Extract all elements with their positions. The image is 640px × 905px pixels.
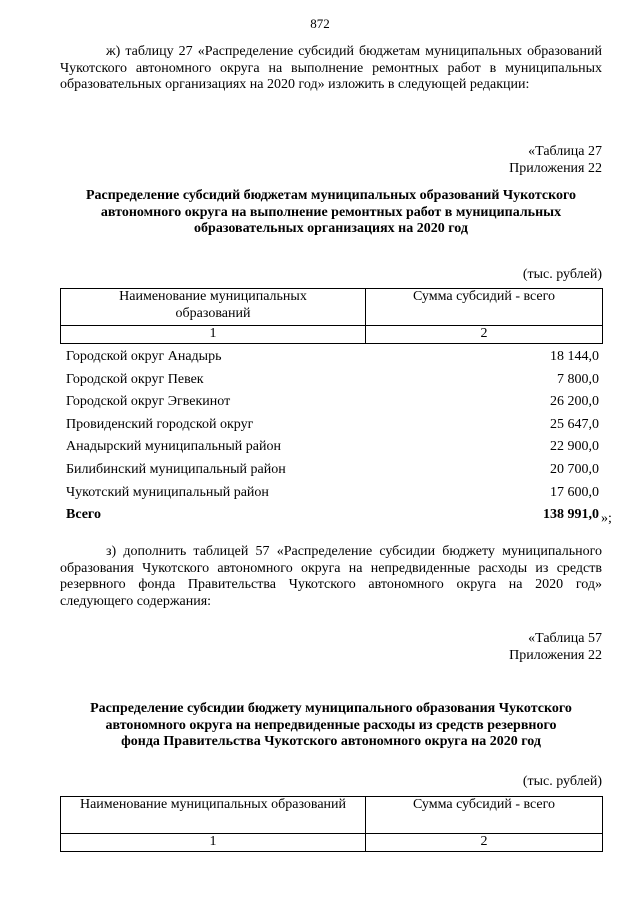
table57-reference [509,631,602,664]
row-name: Чукотский муниципальный район [66,484,269,500]
table-row [66,369,599,392]
amendment-paragraph-z: з) дополнить таблицей 57 «Распределение субсидии бюджету муниципального образования Чукотского автономного округа на непредвиденные расходы из средств резервного фонда Правительства Чукотского автономного округа на 2020 год» следующего содержания: [60,544,602,609]
table-row [66,414,599,437]
table27-body [66,346,599,527]
table57-units: (тыс. рублей) [522,774,602,789]
row-value: 20 700,0 [550,461,599,477]
table27-heading-line2: автономного округа на выполнение ремонтных работ в муниципальных [100,204,562,220]
table27-header [60,288,603,344]
page-number: 872 [310,16,330,31]
table27-col2-number: 2 [366,326,603,344]
total-label: Всего [66,507,101,523]
table57-ref-line1: «Таблица 57 [528,631,602,646]
table57-heading-line1: Распределение субсидии бюджету муниципального образования Чукотского [90,701,572,716]
table27-col2-header: Сумма субсидий - всего [366,289,603,326]
table57-header [60,796,603,852]
table57-heading-line2: автономного округа на непредвиденные расходы из средств резервного [105,717,557,733]
table27-col1-header [61,289,366,326]
table57-ref-line2: Приложения 22 [509,647,602,663]
table27-heading-line3: образовательных организациях на 2020 год [194,221,468,236]
row-value: 22 900,0 [550,439,599,455]
row-name: Билибинский муниципальный район [66,461,286,477]
table27-heading-line1: Распределение субсидий бюджетам муниципальных образований Чукотского [85,188,577,203]
table27-heading [60,188,602,238]
row-value: 7 800,0 [557,371,599,387]
table57-col1-header: Наименование муниципальных образований [61,797,366,834]
row-name: Городской округ Певек [66,371,204,387]
table27-reference [509,144,602,177]
table-row [66,391,599,414]
total-row [66,504,599,527]
table27-units: (тыс. рублей) [522,267,602,282]
row-name: Городской округ Анадырь [66,349,222,364]
row-value: 17 600,0 [550,484,599,500]
table57-col2-number: 2 [366,834,603,852]
table57-col2-header: Сумма субсидий - всего [366,797,603,834]
table27-ref-line2: Приложения 22 [509,160,602,176]
table-row [66,436,599,459]
row-name: Городской округ Эгвекинот [66,394,231,410]
amendment-paragraph-zh: ж) таблицу 27 «Распределение субсидий бюджетам муниципальных образований Чукотского автономного округа на выполнение ремонтных работ в муниципальных образовательных организациях на 2020 год» изложить в следующей редакции: [60,44,602,92]
table27-ref-line1: «Таблица 27 [528,144,602,159]
table-row [66,459,599,482]
row-name: Провиденский городской округ [66,416,254,432]
table57-heading-line3: фонда Правительства Чукотского автономного округа на 2020 год [121,734,541,749]
row-value: 25 647,0 [550,416,599,432]
table27-col1-line2: образований [175,305,251,321]
table27-col1-line1: Наименование муниципальных [119,289,307,304]
total-value: 138 991,0 [543,507,599,523]
row-value: 18 144,0 [550,349,599,364]
closing-quote: »; [601,511,612,526]
table-row [66,482,599,505]
table57-col1-number: 1 [61,834,366,852]
table-row [66,346,599,369]
row-name: Анадырский муниципальный район [66,439,281,455]
row-value: 26 200,0 [550,394,599,410]
table27-col1-number: 1 [61,326,366,344]
table57-heading [60,701,602,751]
